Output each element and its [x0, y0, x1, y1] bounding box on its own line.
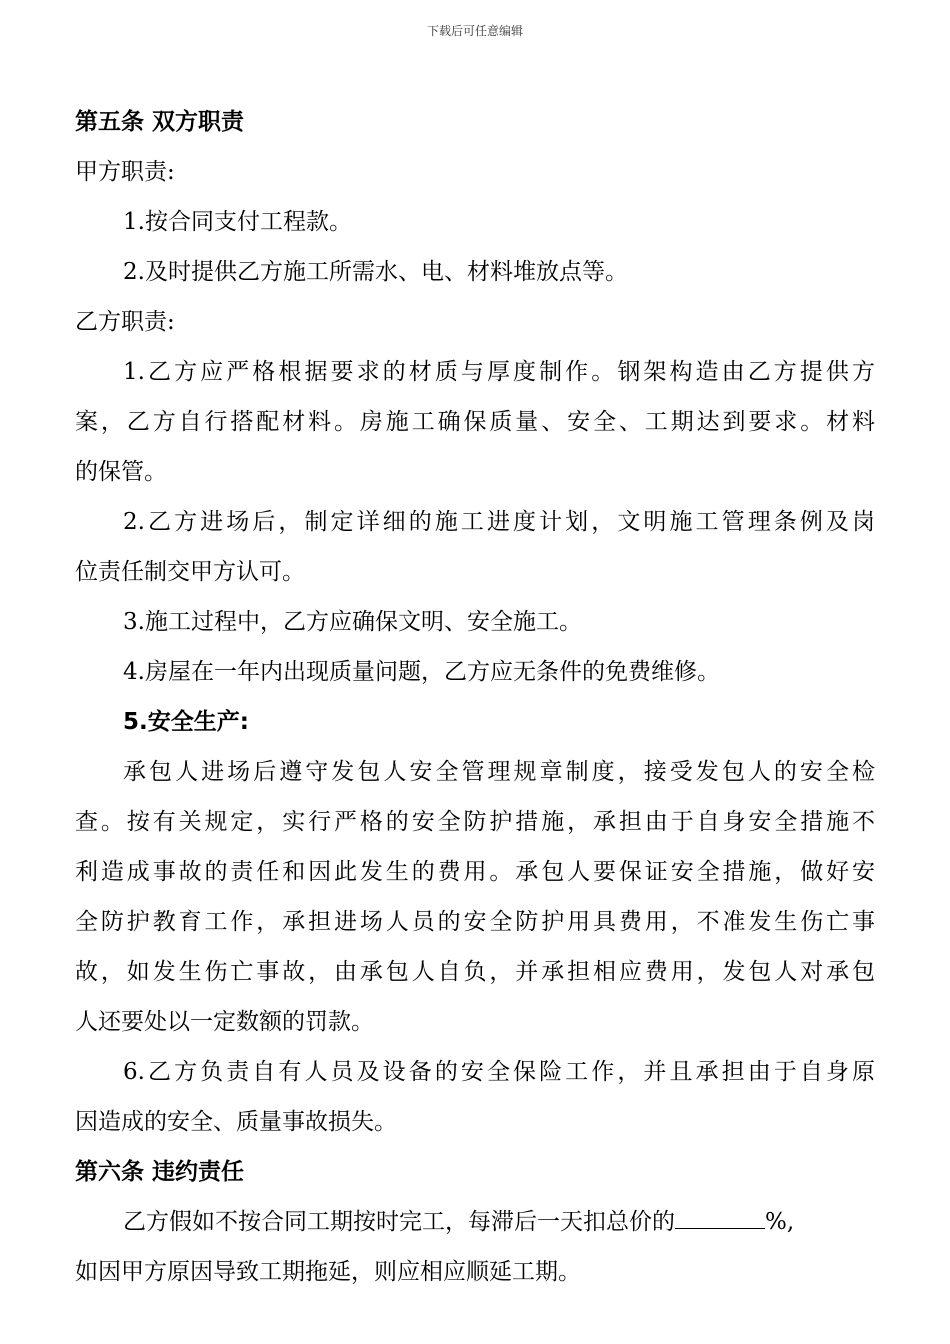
penalty-percent-blank: [675, 1208, 765, 1229]
party-b-label: 乙方职责:: [75, 309, 175, 335]
party-b-item-3: 3.施工过程中，乙方应确保文明、安全施工。: [123, 609, 582, 635]
party-a-label: 甲方职责:: [75, 159, 175, 185]
article-6-title: 第六条 违约责任: [75, 1159, 245, 1185]
party-b-item-1-line-1: 1.乙方应严格根据要求的材质与厚度制作。钢架构造由乙方提供方: [123, 359, 875, 385]
party-b-item-6-line-2: 因造成的安全、质量事故损失。: [75, 1109, 397, 1135]
article-6-text-before-blank: 乙方假如不按合同工期按时完工，每滞后一天扣总价的: [123, 1209, 675, 1235]
safety-production-title: 5.安全生产:: [123, 709, 249, 735]
safety-line-2: 查。按有关规定，实行严格的安全防护措施，承担由于自身安全措施不: [75, 809, 875, 835]
party-a-item-2: 2.及时提供乙方施工所需水、电、材料堆放点等。: [123, 259, 628, 285]
safety-line-3: 利造成事故的责任和因此发生的费用。承包人要保证安全措施，做好安: [75, 859, 875, 885]
party-b-item-1-line-3: 的保管。: [75, 459, 167, 485]
safety-line-1: 承包人进场后遵守发包人安全管理规章制度，接受发包人的安全检: [123, 759, 875, 785]
party-b-item-4: 4.房屋在一年内出现质量问题，乙方应无条件的免费维修。: [123, 659, 720, 685]
article-5-title: 第五条 双方职责: [75, 109, 245, 135]
safety-line-4: 全防护教育工作，承担进场人员的安全防护用具费用，不准发生伤亡事: [75, 909, 875, 935]
page-header: 下载后可任意编辑: [426, 24, 523, 38]
article-6-paragraph-line-1: [123, 1206, 875, 1238]
safety-line-5: 故，如发生伤亡事故，由承包人自负，并承担相应费用，发包人对承包: [75, 959, 875, 985]
article-6-text-after-blank: %,: [765, 1209, 795, 1235]
article-6-paragraph-line-2: 如因甲方原因导致工期拖延，则应相应顺延工期。: [75, 1259, 581, 1285]
party-a-item-1: 1.按合同支付工程款。: [123, 209, 352, 235]
party-b-item-6-line-1: 6.乙方负责自有人员及设备的安全保险工作，并且承担由于自身原: [123, 1059, 875, 1085]
safety-line-6: 人还要处以一定数额的罚款。: [75, 1009, 374, 1035]
party-b-item-2-line-2: 位责任制交甲方认可。: [75, 559, 305, 585]
party-b-item-1-line-2: 案，乙方自行搭配材料。房施工确保质量、安全、工期达到要求。材料: [75, 409, 875, 435]
party-b-item-2-line-1: 2.乙方进场后，制定详细的施工进度计划，文明施工管理条例及岗: [123, 509, 875, 535]
